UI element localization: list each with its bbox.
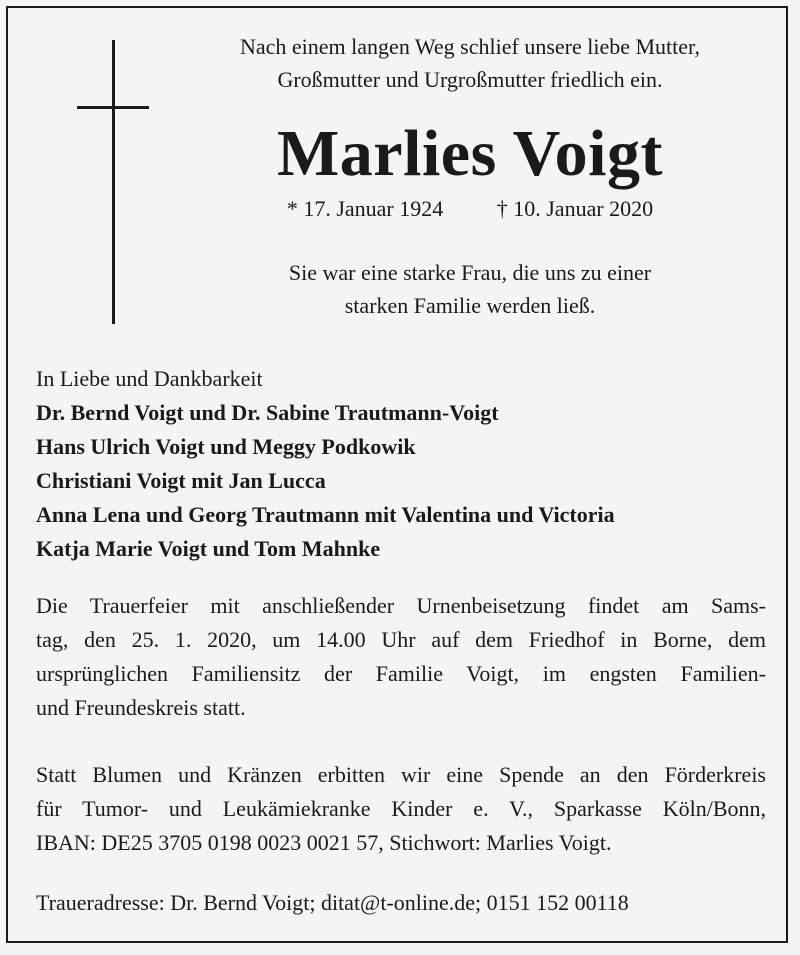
mourning-address: Traueradresse: Dr. Bernd Voigt; ditat@t-online.de; 0151 152 00118 [36, 890, 629, 915]
intro-line: Großmutter und Urgroßmutter friedlich ein. [277, 67, 663, 92]
family-list [36, 362, 766, 566]
family-member: Katja Marie Voigt und Tom Mahnke [36, 536, 381, 561]
notice-line: und Freundeskreis statt. [36, 695, 246, 720]
deceased-name: Marlies Voigt [277, 117, 663, 190]
cross-icon [112, 40, 115, 324]
funeral-notice [36, 589, 766, 725]
family-member: Dr. Bernd Voigt und Dr. Sabine Trautmann-Voigt [36, 400, 499, 425]
notice-line: tag, den 25. 1. 2020, um 14.00 Uhr auf dem Friedhof in Borne, dem [36, 627, 766, 652]
notice-line: ursprünglichen Familiensitz der Familie Voigt, im engsten Familien- [36, 661, 766, 686]
family-member: Christiani Voigt mit Jan Lucca [36, 468, 326, 493]
motto-line: starken Familie werden ließ. [344, 293, 596, 318]
donation-line: Statt Blumen und Kränzen erbitten wir eine Spende an den Förderkreis [36, 762, 766, 787]
donation-line: IBAN: DE25 3705 0198 0023 0021 57, Stichwort: Marlies Voigt. [36, 830, 612, 855]
family-heading: In Liebe und Dankbarkeit [36, 366, 263, 391]
intro-line: Nach einem langen Weg schlief unsere liebe Mutter, [240, 34, 700, 59]
notice-line: Die Trauerfeier mit anschließender Urnenbeisetzung findet am Sams- [36, 593, 766, 618]
cross-icon-bar [77, 106, 149, 109]
family-member: Hans Ulrich Voigt und Meggy Podkowik [36, 434, 416, 459]
life-dates [170, 194, 770, 224]
donation-request [36, 758, 766, 860]
motto-text [170, 256, 770, 322]
family-member: Anna Lena und Georg Trautmann mit Valentina und Victoria [36, 502, 615, 527]
donation-line: für Tumor- und Leukämiekranke Kinder e. V., Sparkasse Köln/Bonn, [36, 796, 766, 821]
motto-line: Sie war eine starke Frau, die uns zu einer [288, 260, 652, 285]
birth-date: * 17. Januar 1924 [286, 196, 444, 221]
intro-text [170, 30, 770, 96]
death-date: † 10. Januar 2020 [496, 196, 654, 221]
